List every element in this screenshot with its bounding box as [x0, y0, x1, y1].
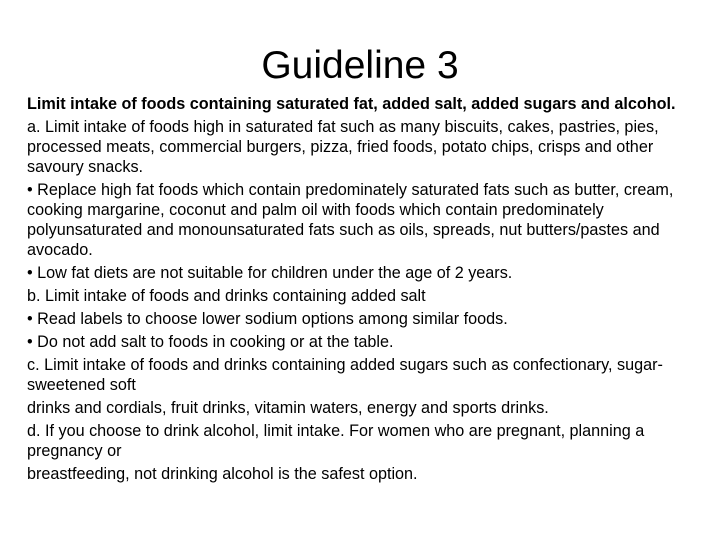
- paragraph-a-saturated-fat: a. Limit intake of foods high in saturated fat such as many biscuits, cakes, pastries, pies, processed meats, commercial burgers, pizza, fried foods, potato chips, crisps and other savoury snacks.: [27, 118, 659, 176]
- guideline-heading: Limit intake of foods containing saturated fat, added salt, added sugars and alcohol.: [27, 95, 676, 113]
- paragraph-c-continued: drinks and cordials, fruit drinks, vitamin waters, energy and sports drinks.: [27, 399, 549, 417]
- paragraph-d-alcohol: d. If you choose to drink alcohol, limit intake. For women who are pregnant, planning a pregnancy or: [27, 422, 645, 460]
- paragraph-b-added-salt: b. Limit intake of foods and drinks containing added salt: [27, 287, 426, 305]
- bullet-replace-high-fat: • Replace high fat foods which contain predominately saturated fats such as butter, cream, cooking margarine, coconut and palm oil with foods which contain predominately polyunsaturated and monounsaturated fats such as oils, spreads, nut butters/pastes and avocado.: [27, 181, 674, 259]
- paragraph-c-added-sugars: c. Limit intake of foods and drinks containing added sugars such as confectionary, sugar-sweetened soft: [27, 356, 663, 394]
- slide-title: Guideline 3: [261, 44, 459, 87]
- paragraph-d-continued: breastfeeding, not drinking alcohol is the safest option.: [27, 465, 418, 483]
- bullet-no-added-salt: • Do not add salt to foods in cooking or at the table.: [27, 333, 394, 351]
- bullet-read-labels: • Read labels to choose lower sodium options among similar foods.: [27, 310, 508, 328]
- slide-body: [27, 94, 699, 487]
- bullet-low-fat-children: • Low fat diets are not suitable for children under the age of 2 years.: [27, 264, 513, 282]
